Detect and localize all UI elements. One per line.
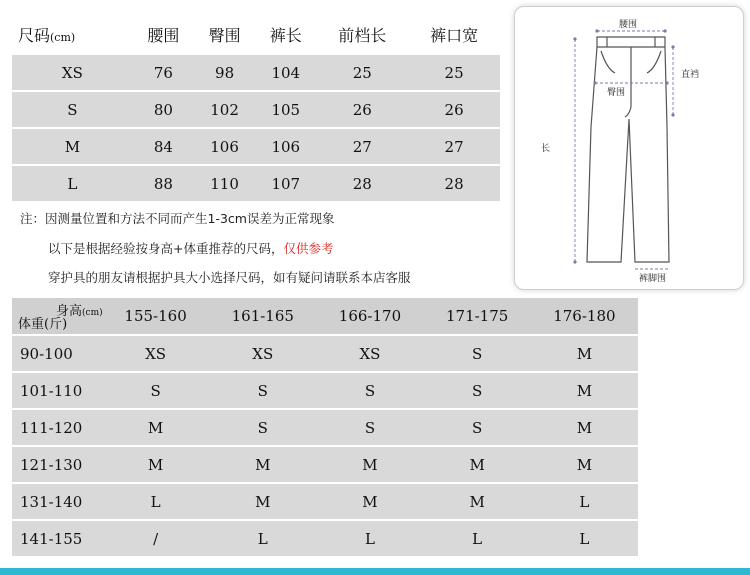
note-line-2-highlight: 仅供参考 xyxy=(283,241,334,256)
diagram-waist-label: 腰围 xyxy=(619,20,638,30)
value-cell: 107 xyxy=(255,166,316,203)
size-cell: M xyxy=(12,129,133,166)
rec-table-header xyxy=(12,298,638,336)
table-row xyxy=(12,410,638,447)
size-cell: M xyxy=(424,447,531,484)
weight-cell: 90-100 xyxy=(12,336,102,373)
weight-cell: 141-155 xyxy=(12,521,102,558)
size-cell: M xyxy=(531,336,638,373)
size-cell: M xyxy=(102,447,209,484)
header-front-rise: 前档长 xyxy=(316,15,408,55)
size-cell: M xyxy=(316,447,423,484)
value-cell: 88 xyxy=(133,166,194,203)
weight-label: 体重(斤) xyxy=(18,317,68,332)
note-line-3: 穿护具的朋友请根据护具大小选择尺码，如有疑问请联系本店客服 xyxy=(48,270,411,285)
note-line-1: 注：因测量位置和方法不同而产生1-3cm误差为正常现象 xyxy=(20,211,335,226)
size-cell: S xyxy=(12,92,133,129)
value-cell: 27 xyxy=(408,129,500,166)
value-cell: 28 xyxy=(316,166,408,203)
weight-cell: 101-110 xyxy=(12,373,102,410)
size-cell: M xyxy=(424,484,531,521)
height-unit: (cm) xyxy=(82,308,103,318)
height-header: 176-180 xyxy=(531,298,638,336)
corner-unit: (cm) xyxy=(50,30,76,44)
table-row xyxy=(12,129,500,166)
rec-table-corner xyxy=(12,298,102,336)
size-cell: XS xyxy=(316,336,423,373)
value-cell: 106 xyxy=(255,129,316,166)
header-hip: 臀围 xyxy=(194,15,255,55)
value-cell: 106 xyxy=(194,129,255,166)
value-cell: 27 xyxy=(316,129,408,166)
value-cell: 104 xyxy=(255,55,316,92)
size-cell: XS xyxy=(102,336,209,373)
size-cell: L xyxy=(316,521,423,558)
header-hem-width: 裤口宽 xyxy=(408,15,500,55)
value-cell: 25 xyxy=(316,55,408,92)
size-cell: L xyxy=(102,484,209,521)
value-cell: 76 xyxy=(133,55,194,92)
size-cell: S xyxy=(424,373,531,410)
size-cell: / xyxy=(102,521,209,558)
height-header: 161-165 xyxy=(209,298,316,336)
size-cell: S xyxy=(316,373,423,410)
diagram-hip-label: 臀围 xyxy=(607,88,626,98)
size-cell: L xyxy=(12,166,133,203)
size-table-corner xyxy=(12,15,133,55)
value-cell: 98 xyxy=(194,55,255,92)
size-cell: L xyxy=(209,521,316,558)
value-cell: 28 xyxy=(408,166,500,203)
value-cell: 25 xyxy=(408,55,500,92)
diagram-hem-label: 裤脚围 xyxy=(639,274,667,284)
weight-cell: 131-140 xyxy=(12,484,102,521)
size-cell: M xyxy=(209,484,316,521)
table-row xyxy=(12,166,500,203)
size-cell: S xyxy=(209,373,316,410)
table-row xyxy=(12,92,500,129)
corner-label: 尺码 xyxy=(18,25,51,45)
size-cell: M xyxy=(531,410,638,447)
value-cell: 105 xyxy=(255,92,316,129)
height-header: 166-170 xyxy=(316,298,423,336)
size-cell: L xyxy=(424,521,531,558)
size-cell: XS xyxy=(209,336,316,373)
bottom-accent-line xyxy=(0,568,750,575)
size-cell: S xyxy=(424,410,531,447)
value-cell: 84 xyxy=(133,129,194,166)
size-cell: L xyxy=(531,484,638,521)
value-cell: 26 xyxy=(316,92,408,129)
size-recommendation-table xyxy=(12,298,638,558)
size-table xyxy=(12,15,500,203)
size-cell: S xyxy=(424,336,531,373)
size-cell: XS xyxy=(12,55,133,92)
size-cell: M xyxy=(209,447,316,484)
header-length: 裤长 xyxy=(255,15,316,55)
value-cell: 80 xyxy=(133,92,194,129)
size-cell: M xyxy=(102,410,209,447)
height-header: 171-175 xyxy=(424,298,531,336)
size-cell: S xyxy=(316,410,423,447)
size-cell: M xyxy=(531,373,638,410)
value-cell: 102 xyxy=(194,92,255,129)
table-row xyxy=(12,447,638,484)
diagram-length-label: 长 xyxy=(541,144,551,154)
value-cell: 110 xyxy=(194,166,255,203)
table-row xyxy=(12,373,638,410)
diagram-rise-label: 直裆 xyxy=(681,70,700,80)
pants-measurement-diagram xyxy=(514,6,744,290)
table-row xyxy=(12,521,638,558)
note-line-2 xyxy=(48,239,334,257)
size-cell: M xyxy=(316,484,423,521)
table-row xyxy=(12,336,638,373)
size-cell: M xyxy=(531,447,638,484)
weight-cell: 121-130 xyxy=(12,447,102,484)
table-row xyxy=(12,484,638,521)
header-waist: 腰围 xyxy=(133,15,194,55)
value-cell: 26 xyxy=(408,92,500,129)
height-label-text: 身高 xyxy=(56,304,83,319)
height-header: 155-160 xyxy=(102,298,209,336)
note-line-2-text: 以下是根据经验按身高+体重推荐的尺码， xyxy=(48,241,284,256)
size-cell: S xyxy=(102,373,209,410)
size-cell: L xyxy=(531,521,638,558)
size-cell: S xyxy=(209,410,316,447)
table-row xyxy=(12,55,500,92)
weight-cell: 111-120 xyxy=(12,410,102,447)
size-table-header xyxy=(12,15,500,55)
